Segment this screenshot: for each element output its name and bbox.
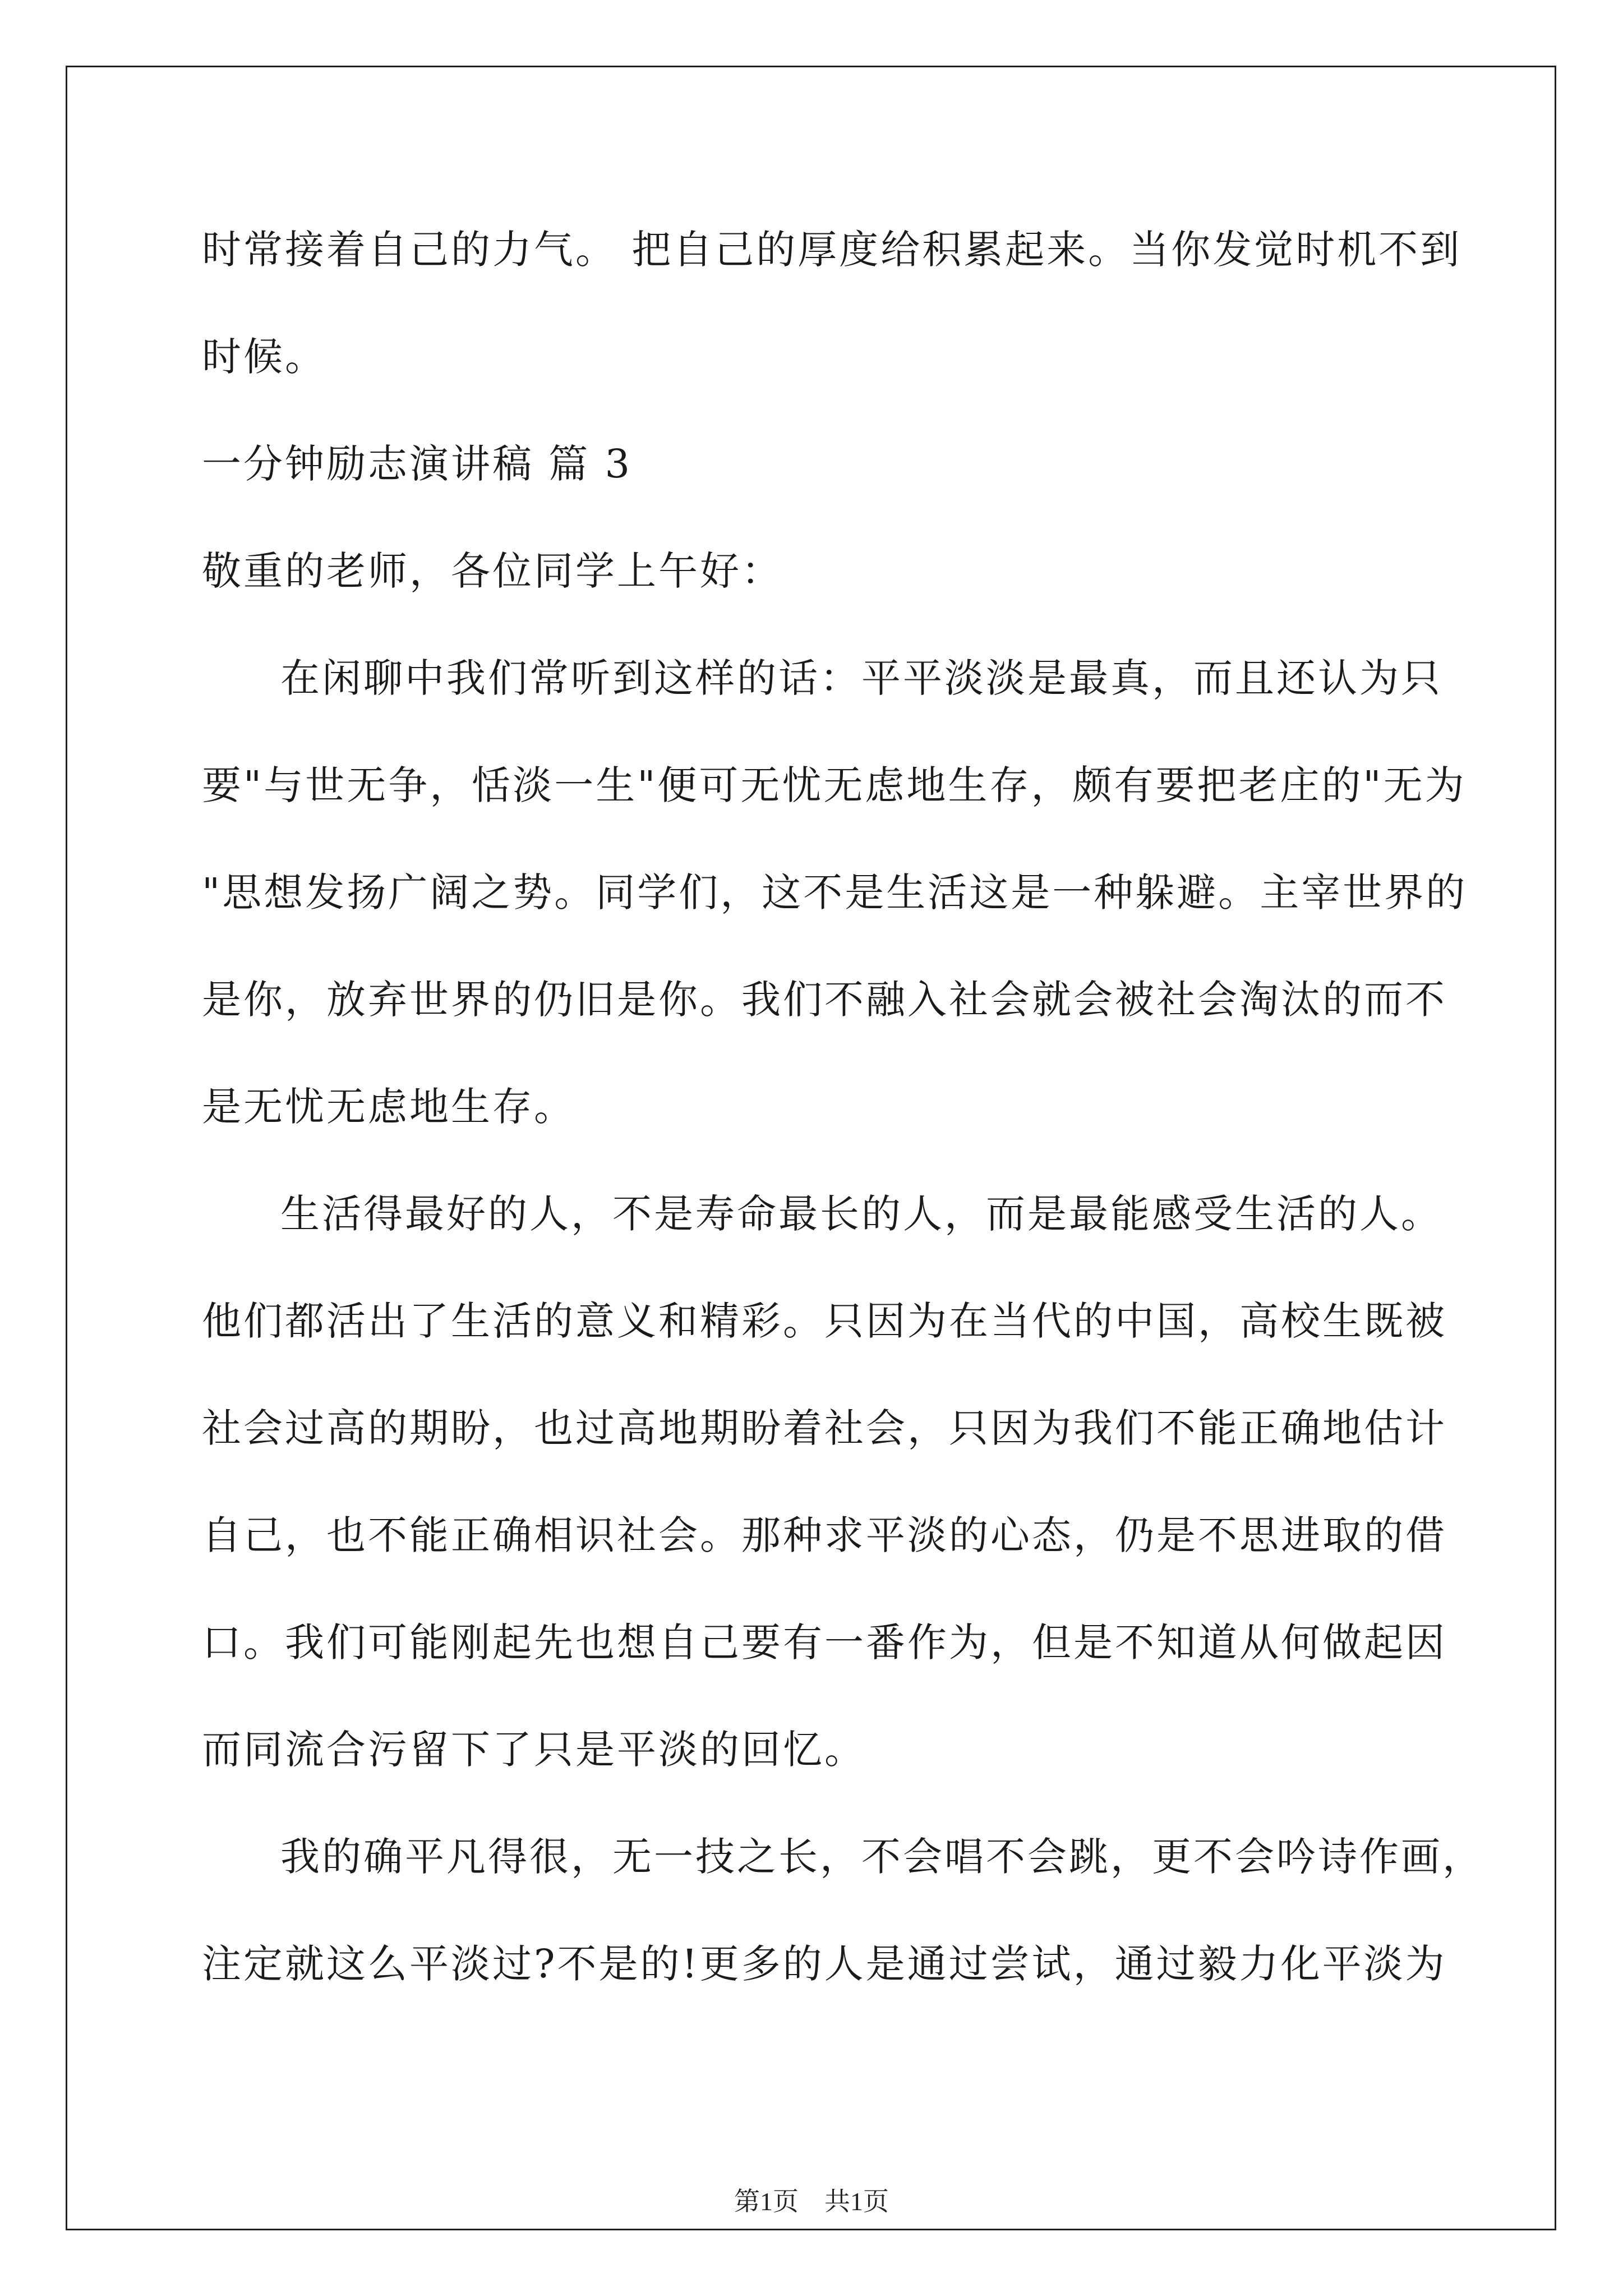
salutation: 敬重的老师，各位同学上午好： [202,548,783,594]
text-line: 时常接着自己的力气。 把自己的厚度给积累起来。当你发觉时机不到 [202,227,1462,273]
section-heading: 一分钟励志演讲稿 篇 3 [202,441,633,487]
page-border [66,66,1556,2230]
paragraph-line: 注定就这么平淡过?不是的!更多的人是通过尝试，通过毅力化平淡为 [202,1941,1447,1987]
paragraph-line: 生活得最好的人，不是寿命最长的人，而是最能感受生活的人。 [280,1191,1442,1237]
paragraph-line: 自己，也不能正确相识社会。那种求平淡的心态，仍是不思进取的借 [202,1512,1447,1558]
paragraph-line: 是无忧无虑地生存。 [202,1084,575,1130]
paragraph-line: 他们都活出了生活的意义和精彩。只因为在当代的中国，高校生既被 [202,1298,1447,1344]
text-line: 时候。 [202,334,326,380]
paragraph-line: 在闲聊中我们常听到这样的话：平平淡淡是最真，而且还认为只 [280,655,1442,701]
paragraph-line: 口。我们可能刚起先也想自己要有一番作为，但是不知道从何做起因 [202,1619,1447,1665]
paragraph-line: 而同流合污留下了只是平淡的回忆。 [202,1727,866,1773]
paragraph-line: 我的确平凡得很，无一技之长，不会唱不会跳，更不会吟诗作画， [280,1834,1484,1880]
paragraph-line: 社会过高的期盼，也过高地期盼着社会，只因为我们不能正确地估计 [202,1405,1447,1451]
paragraph-line: 是你，放弃世界的仍旧是你。我们不融入社会就会被社会淘汰的而不 [202,977,1447,1023]
paragraph-line: 要"与世无争，恬淡一生"便可无忧无虑地生存，颇有要把老庄的"无为 [202,762,1467,808]
page-number-footer: 第1页 共1页 [734,2187,889,2216]
paragraph-line: "思想发扬广阔之势。同学们，这不是生活这是一种躲避。主宰世界的 [202,869,1468,915]
